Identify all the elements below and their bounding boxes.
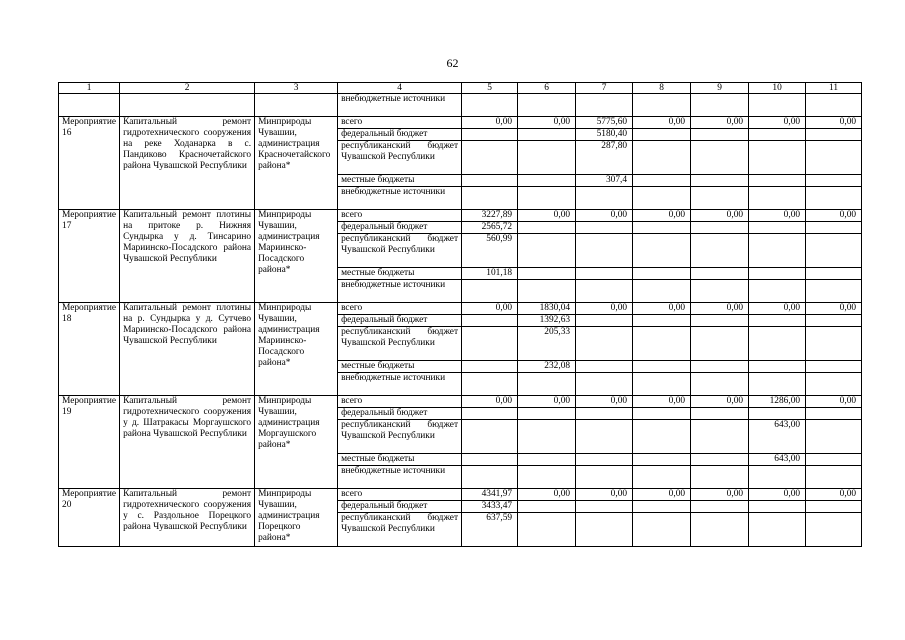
page-number: 62 [446, 56, 459, 70]
amount-cell [462, 129, 518, 141]
amount-cell: 1286,00 [749, 396, 806, 408]
amount-cell [806, 373, 862, 396]
amount-cell [749, 280, 806, 303]
amount-cell [691, 454, 749, 466]
amount-cell [462, 454, 518, 466]
amount-cell [633, 327, 691, 361]
amount-cell [806, 408, 862, 420]
funding-source-cell: федеральный бюджет [338, 315, 462, 327]
amount-cell [462, 373, 518, 396]
amount-cell [462, 361, 518, 373]
amount-cell [806, 454, 862, 466]
amount-cell [691, 94, 749, 117]
event-cell: Мероприятие 16 [59, 117, 120, 210]
amount-cell [518, 373, 576, 396]
column-number-row [59, 83, 862, 94]
amount-cell [749, 373, 806, 396]
funding-source-cell: федеральный бюджет [338, 222, 462, 234]
amount-cell: 0,00 [691, 303, 749, 315]
amount-cell [749, 175, 806, 187]
table-row [59, 396, 862, 408]
funding-source-cell: местные бюджеты [338, 361, 462, 373]
amount-cell: 637,59 [462, 513, 518, 547]
object-cell: Капитальный ремонт гидротехнического сооружения на реке Ходанарка в с. Пандиково Красночетайского района Чувашской Республики [120, 117, 255, 210]
amount-cell: 4341,97 [462, 489, 518, 501]
amount-cell: 0,00 [691, 117, 749, 129]
amount-cell: 0,00 [518, 489, 576, 501]
amount-cell [518, 175, 576, 187]
amount-cell [576, 315, 633, 327]
amount-cell [462, 175, 518, 187]
amount-cell [518, 280, 576, 303]
amount-cell: 0,00 [749, 210, 806, 222]
amount-cell [806, 187, 862, 210]
amount-cell [749, 222, 806, 234]
amount-cell [518, 129, 576, 141]
amount-cell [576, 280, 633, 303]
executor-cell: Минприроды Чувашии, администрация Красночетайского района* [255, 117, 338, 210]
amount-cell [633, 280, 691, 303]
amount-cell [806, 268, 862, 280]
amount-cell [462, 466, 518, 489]
amount-cell [806, 315, 862, 327]
amount-cell [576, 222, 633, 234]
amount-cell: 0,00 [576, 396, 633, 408]
amount-cell: 560,99 [462, 234, 518, 268]
amount-cell [462, 141, 518, 175]
funding-source-cell: федеральный бюджет [338, 408, 462, 420]
column-number-1: 1 [59, 83, 120, 94]
table-row [59, 303, 862, 315]
executor-cell [255, 94, 338, 117]
amount-cell [749, 94, 806, 117]
amount-cell [633, 187, 691, 210]
amount-cell [633, 513, 691, 547]
amount-cell: 0,00 [576, 489, 633, 501]
amount-cell [749, 268, 806, 280]
amount-cell: 0,00 [806, 303, 862, 315]
event-cell [59, 94, 120, 117]
funding-source-cell: внебюджетные источники [338, 280, 462, 303]
table-row [59, 210, 862, 222]
column-number-6: 6 [518, 83, 576, 94]
amount-cell [576, 327, 633, 361]
event-cell: Мероприятие 20 [59, 489, 120, 547]
amount-cell [576, 454, 633, 466]
amount-cell [576, 234, 633, 268]
executor-cell: Минприроды Чувашии, администрация Порецкого района* [255, 489, 338, 547]
funding-source-cell: всего [338, 303, 462, 315]
object-cell: Капитальный ремонт плотины на р. Сундырка у д. Сутчево Мариинско-Посадского района Чувашской Республики [120, 303, 255, 396]
amount-cell [576, 501, 633, 513]
budget-table [58, 82, 862, 547]
funding-source-cell: республиканский бюджет Чувашской Республики [338, 141, 462, 175]
amount-cell [691, 420, 749, 454]
amount-cell [749, 513, 806, 547]
amount-cell [576, 373, 633, 396]
amount-cell [518, 187, 576, 210]
amount-cell: 643,00 [749, 454, 806, 466]
amount-cell: 0,00 [576, 210, 633, 222]
table-row [59, 94, 862, 117]
amount-cell [806, 513, 862, 547]
amount-cell [633, 373, 691, 396]
amount-cell [691, 408, 749, 420]
amount-cell [691, 175, 749, 187]
amount-cell [749, 466, 806, 489]
amount-cell [576, 361, 633, 373]
amount-cell: 0,00 [633, 117, 691, 129]
amount-cell [633, 94, 691, 117]
object-cell: Капитальный ремонт гидротехнического сооружения у д. Шатракасы Моргаушского района Чувашской Республики [120, 396, 255, 489]
amount-cell [518, 454, 576, 466]
amount-cell [518, 420, 576, 454]
amount-cell [633, 175, 691, 187]
amount-cell [633, 420, 691, 454]
amount-cell: 0,00 [749, 117, 806, 129]
amount-cell [462, 280, 518, 303]
amount-cell [749, 141, 806, 175]
column-number-2: 2 [120, 83, 255, 94]
amount-cell [691, 222, 749, 234]
amount-cell [633, 234, 691, 268]
amount-cell: 1392,63 [518, 315, 576, 327]
event-cell: Мероприятие 18 [59, 303, 120, 396]
amount-cell: 0,00 [806, 117, 862, 129]
amount-cell [691, 501, 749, 513]
amount-cell: 643,00 [749, 420, 806, 454]
amount-cell [749, 327, 806, 361]
funding-source-cell: внебюджетные источники [338, 187, 462, 210]
amount-cell [518, 501, 576, 513]
column-number-4: 4 [338, 83, 462, 94]
amount-cell [749, 234, 806, 268]
amount-cell [462, 187, 518, 210]
funding-source-cell: федеральный бюджет [338, 129, 462, 141]
amount-cell [462, 315, 518, 327]
funding-source-cell: внебюджетные источники [338, 466, 462, 489]
amount-cell [691, 513, 749, 547]
amount-cell [806, 361, 862, 373]
amount-cell [633, 268, 691, 280]
amount-cell [518, 466, 576, 489]
amount-cell [691, 280, 749, 303]
amount-cell: 0,00 [633, 210, 691, 222]
amount-cell: 1830,04 [518, 303, 576, 315]
amount-cell: 0,00 [749, 303, 806, 315]
amount-cell [633, 408, 691, 420]
object-cell: Капитальный ремонт гидротехнического сооружения у с. Раздольное Порецкого района Чувашской Республики [120, 489, 255, 547]
amount-cell [749, 129, 806, 141]
amount-cell: 0,00 [518, 396, 576, 408]
amount-cell [691, 187, 749, 210]
amount-cell [633, 454, 691, 466]
amount-cell: 0,00 [749, 489, 806, 501]
amount-cell: 205,33 [518, 327, 576, 361]
amount-cell [633, 466, 691, 489]
amount-cell [806, 175, 862, 187]
funding-source-cell: всего [338, 117, 462, 129]
amount-cell [462, 327, 518, 361]
amount-cell [749, 408, 806, 420]
funding-source-cell: республиканский бюджет Чувашской Республики [338, 513, 462, 547]
amount-cell: 0,00 [806, 210, 862, 222]
amount-cell: 3433,47 [462, 501, 518, 513]
amount-cell [518, 94, 576, 117]
amount-cell: 287,80 [576, 141, 633, 175]
amount-cell: 0,00 [462, 396, 518, 408]
funding-source-cell: всего [338, 210, 462, 222]
funding-source-cell: всего [338, 396, 462, 408]
amount-cell [691, 141, 749, 175]
funding-source-cell: республиканский бюджет Чувашской Республики [338, 234, 462, 268]
amount-cell: 0,00 [462, 303, 518, 315]
amount-cell [806, 280, 862, 303]
amount-cell [633, 222, 691, 234]
table-row [59, 489, 862, 501]
amount-cell [462, 408, 518, 420]
amount-cell: 5775,60 [576, 117, 633, 129]
amount-cell: 0,00 [633, 303, 691, 315]
column-number-7: 7 [576, 83, 633, 94]
amount-cell: 5180,40 [576, 129, 633, 141]
amount-cell [691, 361, 749, 373]
funding-source-cell: внебюджетные источники [338, 94, 462, 117]
funding-source-cell: республиканский бюджет Чувашской Республики [338, 420, 462, 454]
column-number-9: 9 [691, 83, 749, 94]
executor-cell: Минприроды Чувашии, администрация Мариинско-Посадского района* [255, 303, 338, 396]
amount-cell [749, 361, 806, 373]
table-body [59, 83, 862, 547]
amount-cell [518, 513, 576, 547]
amount-cell [518, 408, 576, 420]
column-number-10: 10 [749, 83, 806, 94]
funding-source-cell: местные бюджеты [338, 175, 462, 187]
amount-cell [518, 234, 576, 268]
amount-cell [749, 315, 806, 327]
funding-source-cell: федеральный бюджет [338, 501, 462, 513]
amount-cell [806, 222, 862, 234]
amount-cell [518, 222, 576, 234]
amount-cell: 101,18 [462, 268, 518, 280]
amount-cell: 0,00 [518, 210, 576, 222]
amount-cell: 0,00 [633, 489, 691, 501]
amount-cell [576, 513, 633, 547]
executor-cell: Минприроды Чувашии, администрация Мариинско-Посадского района* [255, 210, 338, 303]
amount-cell [691, 327, 749, 361]
amount-cell [576, 466, 633, 489]
amount-cell [806, 501, 862, 513]
amount-cell [462, 420, 518, 454]
amount-cell [806, 234, 862, 268]
amount-cell [806, 466, 862, 489]
amount-cell [462, 94, 518, 117]
amount-cell: 0,00 [518, 117, 576, 129]
executor-cell: Минприроды Чувашии, администрация Моргаушского района* [255, 396, 338, 489]
amount-cell: 0,00 [806, 489, 862, 501]
amount-cell [691, 268, 749, 280]
amount-cell [749, 187, 806, 210]
object-cell: Капитальный ремонт плотины на притоке р. Нижняя Сундырка у д. Тинсарино Мариинско-Посадского района Чувашской Республики [120, 210, 255, 303]
amount-cell: 0,00 [691, 489, 749, 501]
object-cell [120, 94, 255, 117]
column-number-5: 5 [462, 83, 518, 94]
amount-cell [806, 327, 862, 361]
column-number-8: 8 [633, 83, 691, 94]
amount-cell [749, 501, 806, 513]
event-cell: Мероприятие 17 [59, 210, 120, 303]
amount-cell [576, 420, 633, 454]
amount-cell [633, 129, 691, 141]
amount-cell [576, 187, 633, 210]
amount-cell: 0,00 [462, 117, 518, 129]
funding-source-cell: всего [338, 489, 462, 501]
amount-cell [633, 501, 691, 513]
amount-cell: 0,00 [691, 210, 749, 222]
table-row [59, 117, 862, 129]
funding-source-cell: республиканский бюджет Чувашской Республики [338, 327, 462, 361]
funding-source-cell: внебюджетные источники [338, 373, 462, 396]
amount-cell [806, 94, 862, 117]
amount-cell [518, 268, 576, 280]
amount-cell [576, 408, 633, 420]
event-cell: Мероприятие 19 [59, 396, 120, 489]
amount-cell [633, 361, 691, 373]
amount-cell: 0,00 [691, 396, 749, 408]
amount-cell [806, 141, 862, 175]
amount-cell: 0,00 [576, 303, 633, 315]
amount-cell [576, 268, 633, 280]
amount-cell: 307,4 [576, 175, 633, 187]
amount-cell: 0,00 [633, 396, 691, 408]
amount-cell [691, 315, 749, 327]
column-number-3: 3 [255, 83, 338, 94]
funding-source-cell: местные бюджеты [338, 268, 462, 280]
amount-cell [691, 466, 749, 489]
amount-cell [691, 373, 749, 396]
amount-cell [691, 129, 749, 141]
amount-cell: 3227,89 [462, 210, 518, 222]
amount-cell [633, 315, 691, 327]
amount-cell: 232,08 [518, 361, 576, 373]
amount-cell [518, 141, 576, 175]
amount-cell [806, 420, 862, 454]
amount-cell: 2565,72 [462, 222, 518, 234]
column-number-11: 11 [806, 83, 862, 94]
funding-source-cell: местные бюджеты [338, 454, 462, 466]
amount-cell [576, 94, 633, 117]
amount-cell [806, 129, 862, 141]
amount-cell [633, 141, 691, 175]
amount-cell [691, 234, 749, 268]
amount-cell: 0,00 [806, 396, 862, 408]
